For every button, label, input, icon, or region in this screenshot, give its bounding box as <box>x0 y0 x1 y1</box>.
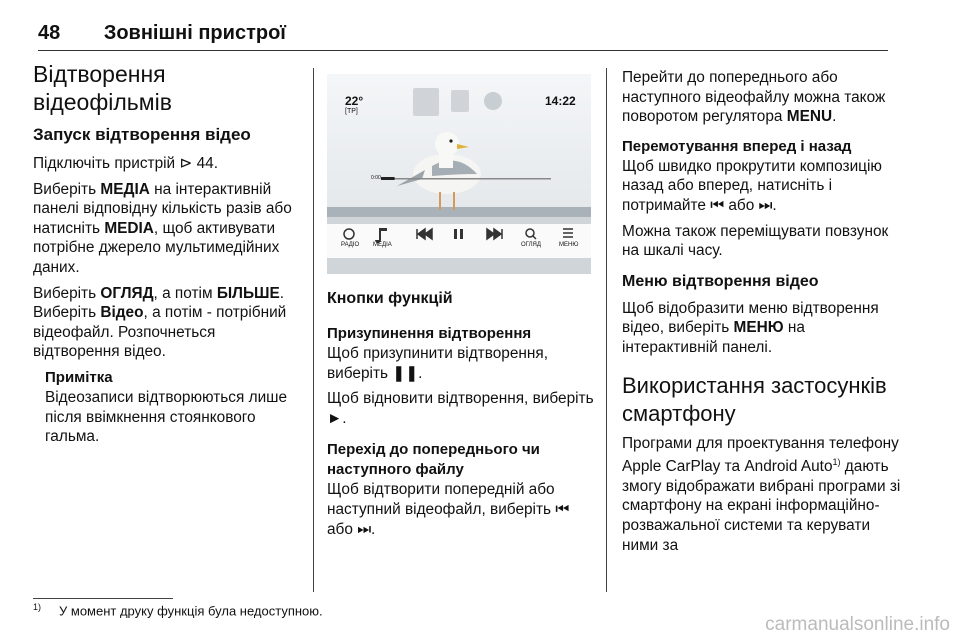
chapter-title: Зовнішні пристрої <box>103 22 286 44</box>
paragraph: Щоб швидко прокрутити композицію назад або вперед, натисніть і потримайте ⏮ або ⏭. <box>622 157 882 214</box>
function-buttons-title: Кнопки функцій <box>327 290 453 307</box>
seek-title: Перемотування вперед і назад <box>622 137 852 155</box>
section-title: Відтворення відеофільмів <box>33 61 172 115</box>
temperature: 22° <box>345 94 364 108</box>
page-header <box>38 22 286 45</box>
column-2 <box>327 288 595 545</box>
column-divider-1 <box>313 68 314 592</box>
music-icon <box>413 88 439 116</box>
note-text: Відеозаписи відтворюються лише після ввімкнення стоянкового гальма. <box>45 388 288 446</box>
paragraph: Виберіть МЕДІА на інтерактивній панелі відповідну кількість разів або натисніть MEDIA, щоб активувати потрібне джерело мультимедійних даних. <box>33 180 292 276</box>
phone-icon <box>451 90 469 112</box>
header-rule <box>38 50 888 51</box>
progress-track <box>381 178 551 180</box>
prev-next-title: Перехід до попереднього чи наступного файлу <box>327 441 540 479</box>
nav-icon <box>484 92 502 110</box>
paragraph: Щоб відтворити попередній або наступний відеофайл, виберіть ⏮ або ⏭. <box>327 481 570 538</box>
paragraph: Щоб призупинити відтворення, виберіть ❚❚. <box>327 345 549 382</box>
media-label: МЕДІА <box>373 242 392 248</box>
column-1 <box>33 60 303 453</box>
radio-label: РАДІО <box>341 242 360 248</box>
progress-time: 0:00 <box>371 175 381 181</box>
paragraph: Можна також переміщувати повзунок на шкалі часу. <box>622 222 889 260</box>
note-title: Примітка <box>45 368 113 386</box>
smartphone-apps-title: Використання застосунків смартфону <box>622 372 887 426</box>
note <box>45 368 303 447</box>
infotainment-screenshot <box>327 74 591 274</box>
pause-title: Призупинення відтворення <box>327 325 532 342</box>
clock: 14:22 <box>545 94 576 108</box>
paragraph: Щоб відновити відтворення, виберіть ►. <box>327 390 594 427</box>
browse-label: ОГЛЯД <box>521 242 541 248</box>
paragraph: Виберіть ОГЛЯД, а потім БІЛЬШЕ. Виберіть Відео, а потім - потрібний відеофайл. Розпочнеться відтворення відео. <box>33 284 287 361</box>
tp-indicator: [TP] <box>345 108 358 115</box>
watermark: carmanualsonline.info <box>765 614 950 635</box>
pause-icon <box>454 229 457 239</box>
menu-label: МЕНЮ <box>559 242 579 248</box>
video-menu-title: Меню відтворення відео <box>622 272 819 290</box>
paragraph: Перейти до попереднього або наступного відеофайлу можна також поворотом регулятора MENU. <box>622 69 886 126</box>
paragraph: Підключіть пристрій ⊳ 44. <box>33 155 218 172</box>
footnote-rule <box>33 598 173 599</box>
progress-fill <box>381 177 395 180</box>
column-3 <box>622 68 902 561</box>
column-divider-2 <box>606 68 607 592</box>
subsection-title: Запуск відтворення відео <box>33 125 251 144</box>
paragraph: Програми для проектування телефону Apple CarPlay та Android Auto$^{1)}$ дають змогу відображати вибрані програми зі смартфону на екрані інформаційно-розважальної системи та керувати ними за <box>622 434 901 554</box>
footnote: $^{1)}$ У момент друку функція була недоступною. <box>33 602 323 619</box>
page-number: 48 <box>38 22 61 44</box>
paragraph: Щоб відобразити меню відтворення відео, виберіть МЕНЮ на інтерактивній панелі. <box>622 299 879 356</box>
